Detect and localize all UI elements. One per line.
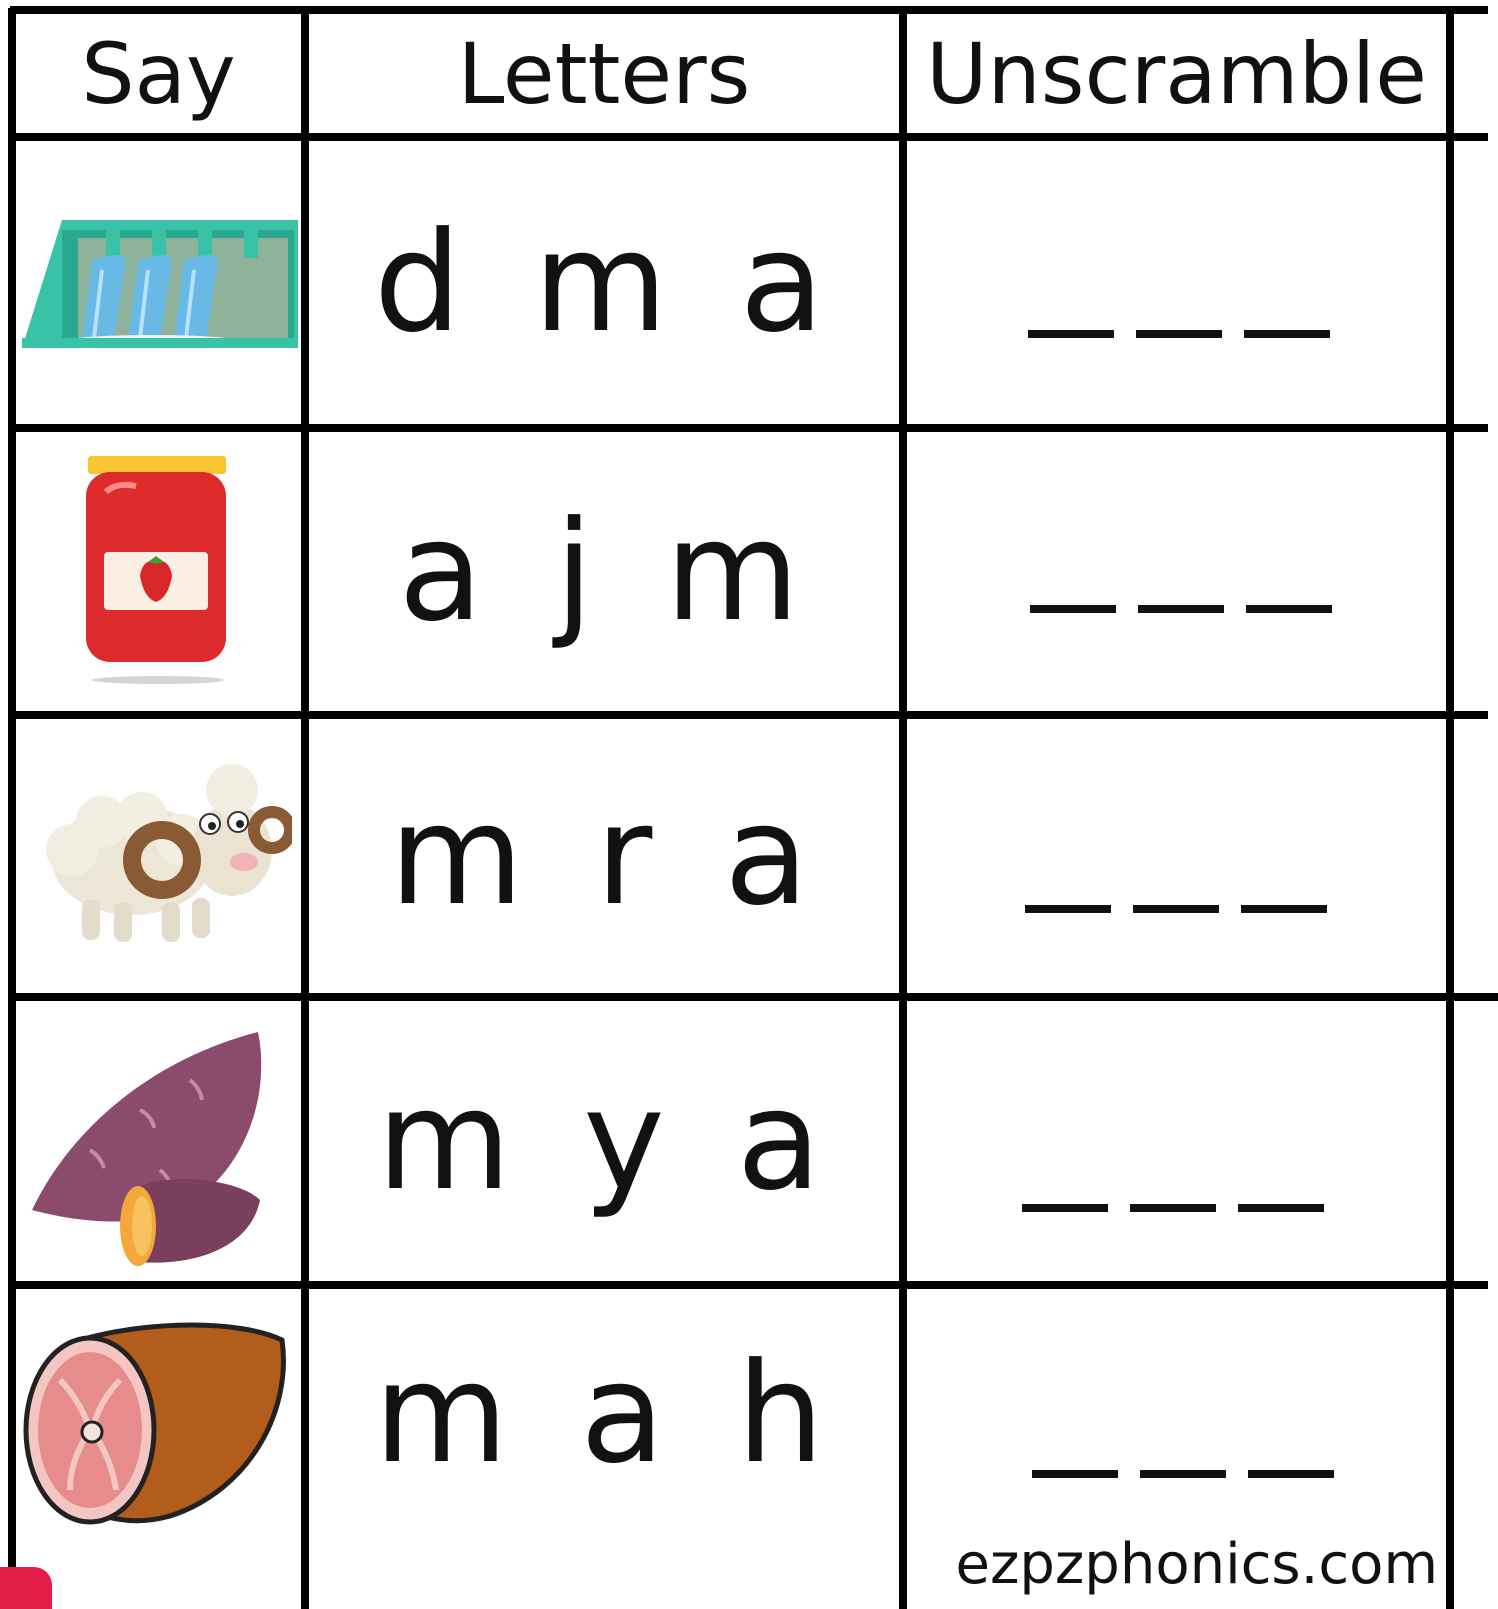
row-divider-3 xyxy=(10,993,1498,1001)
blank-line xyxy=(1140,1470,1226,1478)
ram-icon xyxy=(32,750,292,950)
dam-icon xyxy=(22,220,298,348)
site-watermark: ezpzphonics.com xyxy=(955,1532,1438,1597)
table-top-border xyxy=(10,6,1488,14)
letters-row-3: m r a xyxy=(389,775,819,936)
jam-jar-icon xyxy=(76,452,236,686)
header-letters: Letters xyxy=(457,24,751,123)
header-divider xyxy=(10,133,1488,141)
row-divider-1 xyxy=(10,424,1488,432)
answer-blanks-row-5 xyxy=(1032,1470,1334,1478)
answer-blanks-row-4 xyxy=(1022,1204,1324,1212)
answer-blanks-row-1 xyxy=(1028,330,1330,338)
blank-line xyxy=(1032,1470,1118,1478)
header-say: Say xyxy=(81,24,236,123)
blank-line xyxy=(1130,1204,1216,1212)
answer-blanks-row-3 xyxy=(1025,905,1327,913)
blank-line xyxy=(1246,605,1332,613)
blank-line xyxy=(1028,330,1114,338)
blank-line xyxy=(1030,605,1116,613)
blank-line xyxy=(1241,905,1327,913)
row-divider-4 xyxy=(10,1281,1488,1289)
blank-line xyxy=(1025,905,1111,913)
table-left-border xyxy=(8,8,16,1609)
letters-row-5: m a h xyxy=(373,1333,835,1494)
blank-line xyxy=(1133,905,1219,913)
blank-line xyxy=(1022,1204,1108,1212)
letters-row-4: m y a xyxy=(376,1060,832,1221)
ham-icon xyxy=(20,1320,292,1532)
row-divider-2 xyxy=(10,711,1488,719)
column-divider-1 xyxy=(301,8,309,1609)
letters-row-1: d m a xyxy=(373,202,835,363)
blank-line xyxy=(1248,1470,1334,1478)
answer-blanks-row-2 xyxy=(1030,605,1332,613)
letters-row-2: a j m xyxy=(398,490,810,652)
blank-line xyxy=(1244,330,1330,338)
table-right-border xyxy=(1446,8,1454,1609)
blank-line xyxy=(1138,605,1224,613)
yam-icon xyxy=(30,1030,270,1270)
column-divider-2 xyxy=(899,8,907,1609)
blank-line xyxy=(1136,330,1222,338)
header-unscramble: Unscramble xyxy=(926,24,1427,123)
blank-line xyxy=(1238,1204,1324,1212)
corner-accent xyxy=(0,1567,52,1609)
